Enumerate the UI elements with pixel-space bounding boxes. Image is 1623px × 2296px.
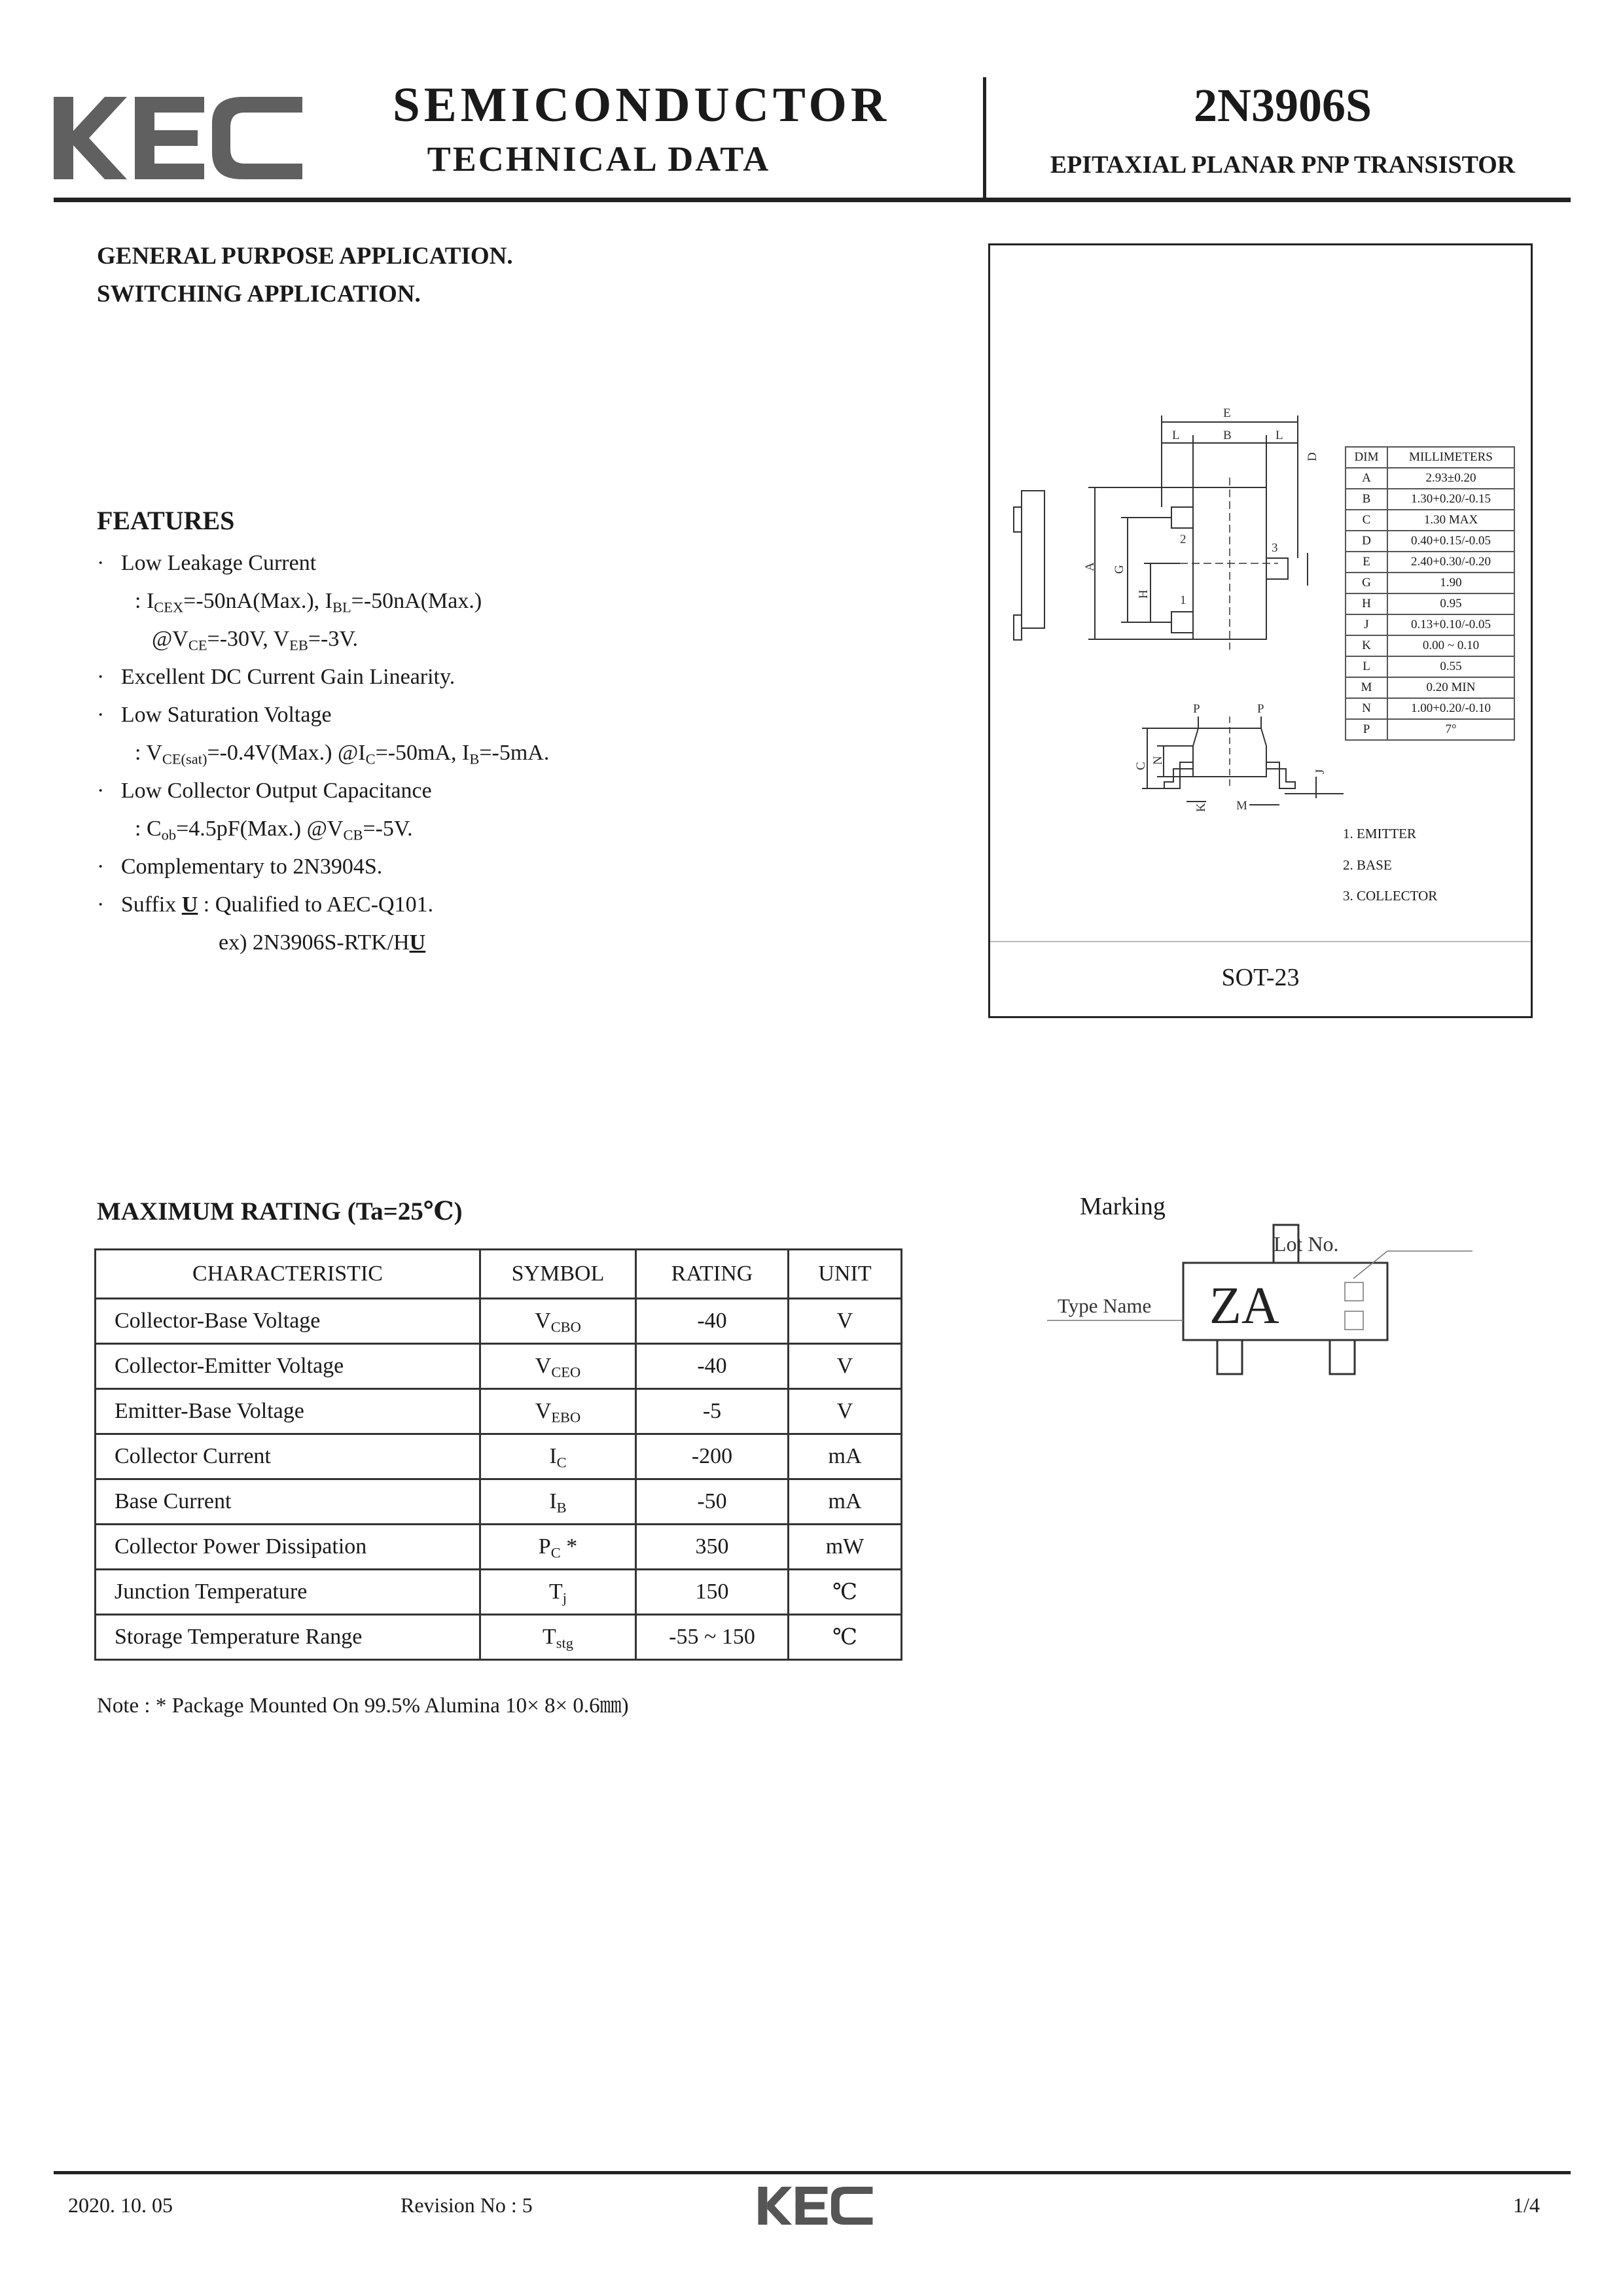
header-characteristic: CHARACTERISTIC (96, 1250, 480, 1299)
dim-value: 2.93±0.20 (1387, 468, 1514, 489)
header-rating: RATING (636, 1250, 789, 1299)
symbol-cell: $V_{CBO}$ (480, 1299, 636, 1344)
table-row (96, 1570, 902, 1615)
dim-key: C (1346, 510, 1387, 531)
unit-cell: V (789, 1389, 902, 1434)
footer-page: 1/4 (1513, 2193, 1540, 2217)
dim-value: 2.40+0.30/-0.20 (1387, 552, 1514, 573)
pin-base: 2. BASE (1343, 857, 1392, 873)
table-row (96, 1344, 902, 1389)
footer-logo (757, 2187, 874, 2225)
pin-3-label: 3 (1272, 541, 1278, 555)
rating-cell: -50 (636, 1479, 789, 1525)
symbol-cell: $P_C$ * (480, 1525, 636, 1570)
table-row (96, 1525, 902, 1570)
table-row (96, 1299, 902, 1344)
dim-value: 1.00+0.20/-0.10 (1387, 698, 1514, 719)
table-row (96, 1434, 902, 1479)
header-rule (54, 198, 1571, 202)
feature-capacitance: · Low Collector Output Capacitance (97, 779, 432, 803)
rating-cell: -40 (636, 1344, 789, 1389)
rating-cell: -55 ~ 150 (636, 1615, 789, 1660)
dim-key: N (1346, 698, 1387, 719)
symbol-cell: $I_C$ (480, 1434, 636, 1479)
dim-key: H (1346, 593, 1387, 614)
feature-example: ex) 2N3906S-RTK/HU (219, 930, 426, 955)
characteristic-cell: Collector Power Dissipation (96, 1525, 480, 1570)
symbol-cell: $T_j$ (480, 1570, 636, 1615)
dim-value: 0.40+0.15/-0.05 (1387, 531, 1514, 552)
dim-key: J (1346, 614, 1387, 635)
part-number: 2N3906S (1193, 79, 1372, 132)
application-switching: SWITCHING APPLICATION. (97, 281, 421, 308)
characteristic-cell: Emitter-Base Voltage (96, 1389, 480, 1434)
dim-key: D (1346, 531, 1387, 552)
dim-label-k: K (1194, 803, 1208, 812)
unit-cell: ℃ (789, 1570, 902, 1615)
feature-leakage-spec: : $I_{CEX}=-50nA(Max.)$, $I_{BL}=-50nA(Max.)$ (135, 589, 482, 616)
dim-key: E (1346, 552, 1387, 573)
dim-label-j: J (1313, 769, 1327, 774)
dim-key: A (1346, 468, 1387, 489)
header-divider (983, 77, 986, 200)
application-general: GENERAL PURPOSE APPLICATION. (97, 243, 513, 270)
dim-value: 0.95 (1387, 593, 1514, 614)
table-row (96, 1479, 902, 1525)
feature-complementary: · Complementary to 2N3904S. (97, 855, 383, 879)
dim-label-a: A (1083, 562, 1097, 571)
dim-label-e: E (1223, 406, 1231, 420)
pin-emitter: 1. EMITTER (1343, 826, 1416, 841)
features-list (97, 544, 549, 962)
package-name: SOT-23 (1221, 964, 1300, 991)
max-rating-table (94, 1248, 902, 1661)
dim-key: L (1346, 656, 1387, 677)
type-name-label: Type Name (1058, 1294, 1152, 1317)
footer-revision: Revision No : 5 (401, 2193, 533, 2217)
characteristic-cell: Collector-Base Voltage (96, 1299, 480, 1344)
dim-label-n: N (1151, 756, 1165, 765)
dim-value: 7° (1387, 719, 1514, 740)
marking-diagram (1041, 1210, 1499, 1420)
dim-label-l-left: L (1172, 429, 1180, 442)
dim-header-millimeters: MILLIMETERS (1387, 447, 1514, 468)
features-title: FEATURES (97, 506, 235, 535)
dim-key: B (1346, 489, 1387, 510)
unit-cell: V (789, 1299, 902, 1344)
dim-value: 1.30 MAX (1387, 510, 1514, 531)
header-symbol: SYMBOL (480, 1250, 636, 1299)
pin-1-label: 1 (1180, 593, 1186, 607)
dim-value: 0.00 ~ 0.10 (1387, 635, 1514, 656)
symbol-cell: $V_{CEO}$ (480, 1344, 636, 1389)
rating-cell: 150 (636, 1570, 789, 1615)
dim-value: 1.30+0.20/-0.15 (1387, 489, 1514, 510)
dim-header-dim: DIM (1346, 447, 1387, 468)
dim-label-m: M (1236, 799, 1247, 813)
characteristic-cell: Collector-Emitter Voltage (96, 1344, 480, 1389)
lot-no-label: Lot No. (1274, 1232, 1339, 1256)
package-divider (990, 941, 1531, 942)
dim-value: 1.90 (1387, 573, 1514, 593)
unit-cell: ℃ (789, 1615, 902, 1660)
characteristic-cell: Junction Temperature (96, 1570, 480, 1615)
symbol-cell: $V_{EBO}$ (480, 1389, 636, 1434)
rating-cell: -5 (636, 1389, 789, 1434)
dim-key: G (1346, 573, 1387, 593)
feature-saturation: · Low Saturation Voltage (97, 703, 332, 727)
dim-label-b: B (1223, 429, 1232, 442)
header-unit: UNIT (789, 1250, 902, 1299)
max-rating-title: MAXIMUM RATING (Ta=25℃) (97, 1197, 463, 1226)
feature-capacitance-spec: : $C_{ob}=4.5pF(Max.)$ $@V_{CB}=-5V$. (135, 817, 413, 843)
header-semiconductor: SEMICONDUCTOR (393, 78, 891, 132)
rating-cell: 350 (636, 1525, 789, 1570)
dim-label-h: H (1137, 590, 1150, 599)
feature-suffix: · Suffix U : Qualified to AEC-Q101. (97, 892, 434, 917)
pin-collector: 3. COLLECTOR (1343, 888, 1438, 904)
dim-label-p-left: P (1193, 702, 1200, 716)
characteristic-cell: Collector Current (96, 1434, 480, 1479)
dim-key: M (1346, 677, 1387, 698)
unit-cell: mA (789, 1479, 902, 1525)
kec-logo (54, 97, 302, 179)
table-row (96, 1615, 902, 1660)
table-row (96, 1389, 902, 1434)
marking-code: ZA (1209, 1277, 1279, 1335)
unit-cell: mA (789, 1434, 902, 1479)
unit-cell: V (789, 1344, 902, 1389)
dimension-table (1345, 446, 1515, 741)
feature-leakage: · Low Leakage Current (97, 551, 317, 575)
characteristic-cell: Storage Temperature Range (96, 1615, 480, 1660)
unit-cell: mW (789, 1525, 902, 1570)
symbol-cell: $T_{stg}$ (480, 1615, 636, 1660)
table-header-row (96, 1250, 902, 1299)
dim-key: K (1346, 635, 1387, 656)
feature-leakage-condition: $@V_{CE}=-30V$, $V_{EB}=-3V$. (152, 627, 358, 654)
part-description: EPITAXIAL PLANAR PNP TRANSISTOR (1050, 151, 1516, 179)
dim-label-c: C (1134, 762, 1148, 770)
dim-key: P (1346, 719, 1387, 740)
dim-value: 0.13+0.10/-0.05 (1387, 614, 1514, 635)
dim-value: 0.20 MIN (1387, 677, 1514, 698)
dim-value: 0.55 (1387, 656, 1514, 677)
feature-saturation-spec: : $V_{CE(sat)}=-0.4V(Max.)$ $@I_C=-50mA$, $I_B=-5mA$. (135, 741, 550, 768)
dim-label-d: D (1306, 452, 1319, 461)
dim-label-g: G (1113, 565, 1126, 574)
pin-2-label: 2 (1180, 533, 1186, 546)
table-note: Note : * Package Mounted On 99.5% Alumina 10× 8× 0.6㎜) (97, 1694, 629, 1718)
rating-cell: -40 (636, 1299, 789, 1344)
feature-gain: · Excellent DC Current Gain Linearity. (97, 665, 455, 689)
footer-date: 2020. 10. 05 (68, 2193, 173, 2217)
footer-rule (54, 2171, 1571, 2174)
marking-title: Marking (1080, 1193, 1166, 1220)
rating-cell: -200 (636, 1434, 789, 1479)
dim-label-p-right: P (1257, 702, 1264, 716)
characteristic-cell: Base Current (96, 1479, 480, 1525)
header-technical-data: TECHNICAL DATA (427, 139, 771, 179)
dim-label-l-right: L (1275, 429, 1283, 442)
symbol-cell: $I_B$ (480, 1479, 636, 1525)
